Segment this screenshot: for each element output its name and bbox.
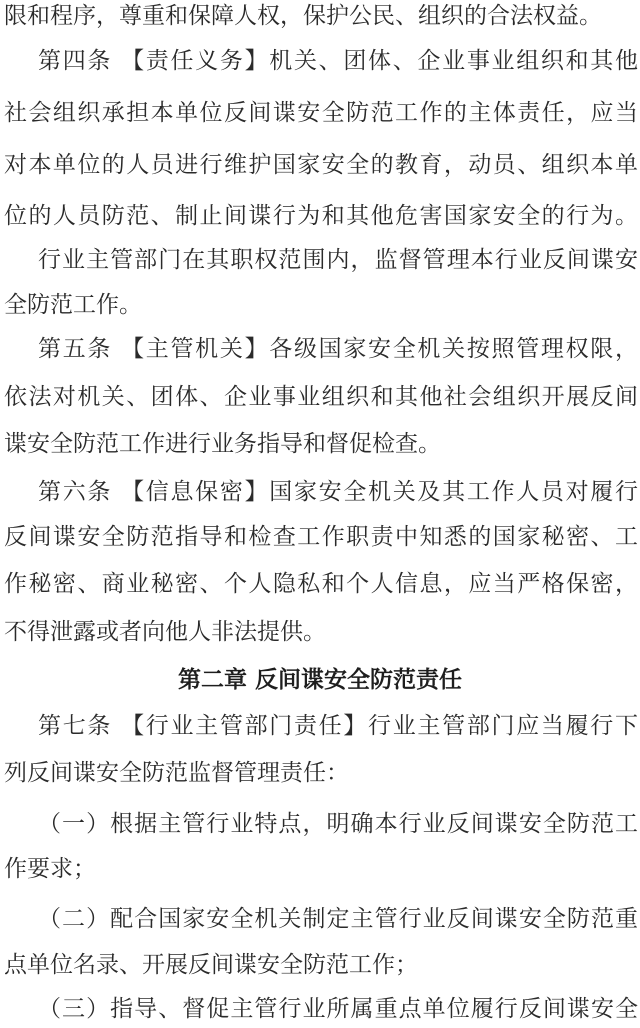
article-7-line: 列反间谍安全防范监督管理责任： (4, 760, 349, 786)
article-5-line: 依法对机关、团体、企业事业组织和其他社会组织开展反间 (4, 384, 638, 410)
article-4-line: 社会组织承担本单位反间谍安全防范工作的主体责任，应当 (4, 100, 638, 126)
list-item-line: （二）配合国家安全机关制定主管行业反间谍安全防范重 (38, 906, 638, 932)
list-item-line: 作要求； (4, 856, 96, 882)
article-6-line: 不得泄露或者向他人非法提供。 (4, 619, 326, 645)
paragraph-line: 全防范工作。 (4, 292, 142, 318)
list-item-line: （三）指导、督促主管行业所属重点单位履行反间谍安全 (38, 996, 638, 1022)
article-4-line: 对本单位的人员进行维护国家安全的教育，动员、组织本单 (4, 152, 638, 178)
article-4-line: 第四条 【责任义务】机关、团体、企业事业组织和其他 (38, 48, 638, 74)
article-5-line: 第五条 【主管机关】各级国家安全机关按照管理权限， (38, 336, 638, 362)
list-item-line: （一）根据主管行业特点，明确本行业反间谍安全防范工 (38, 811, 638, 837)
list-item-line: 点单位名录、开展反间谍安全防范工作； (4, 952, 418, 978)
article-5-line: 谍安全防范工作进行业务指导和督促检查。 (4, 431, 441, 457)
article-6-line: 第六条 【信息保密】国家安全机关及其工作人员对履行 (38, 479, 638, 505)
chapter-heading: 第二章 反间谍安全防范责任 (177, 667, 462, 693)
article-7-line: 第七条 【行业主管部门责任】行业主管部门应当履行下 (38, 713, 638, 739)
article-6-line: 作秘密、商业秘密、个人隐私和个人信息，应当严格保密， (4, 571, 638, 597)
article-6-line: 反间谍安全防范指导和检查工作职责中知悉的国家秘密、工 (4, 524, 638, 550)
paragraph-line: 限和程序，尊重和保障人权，保护公民、组织的合法权益。 (4, 3, 602, 29)
paragraph-line: 行业主管部门在其职权范围内，监督管理本行业反间谍安 (38, 247, 638, 273)
article-4-line: 位的人员防范、制止间谍行为和其他危害国家安全的行为。 (4, 203, 638, 229)
